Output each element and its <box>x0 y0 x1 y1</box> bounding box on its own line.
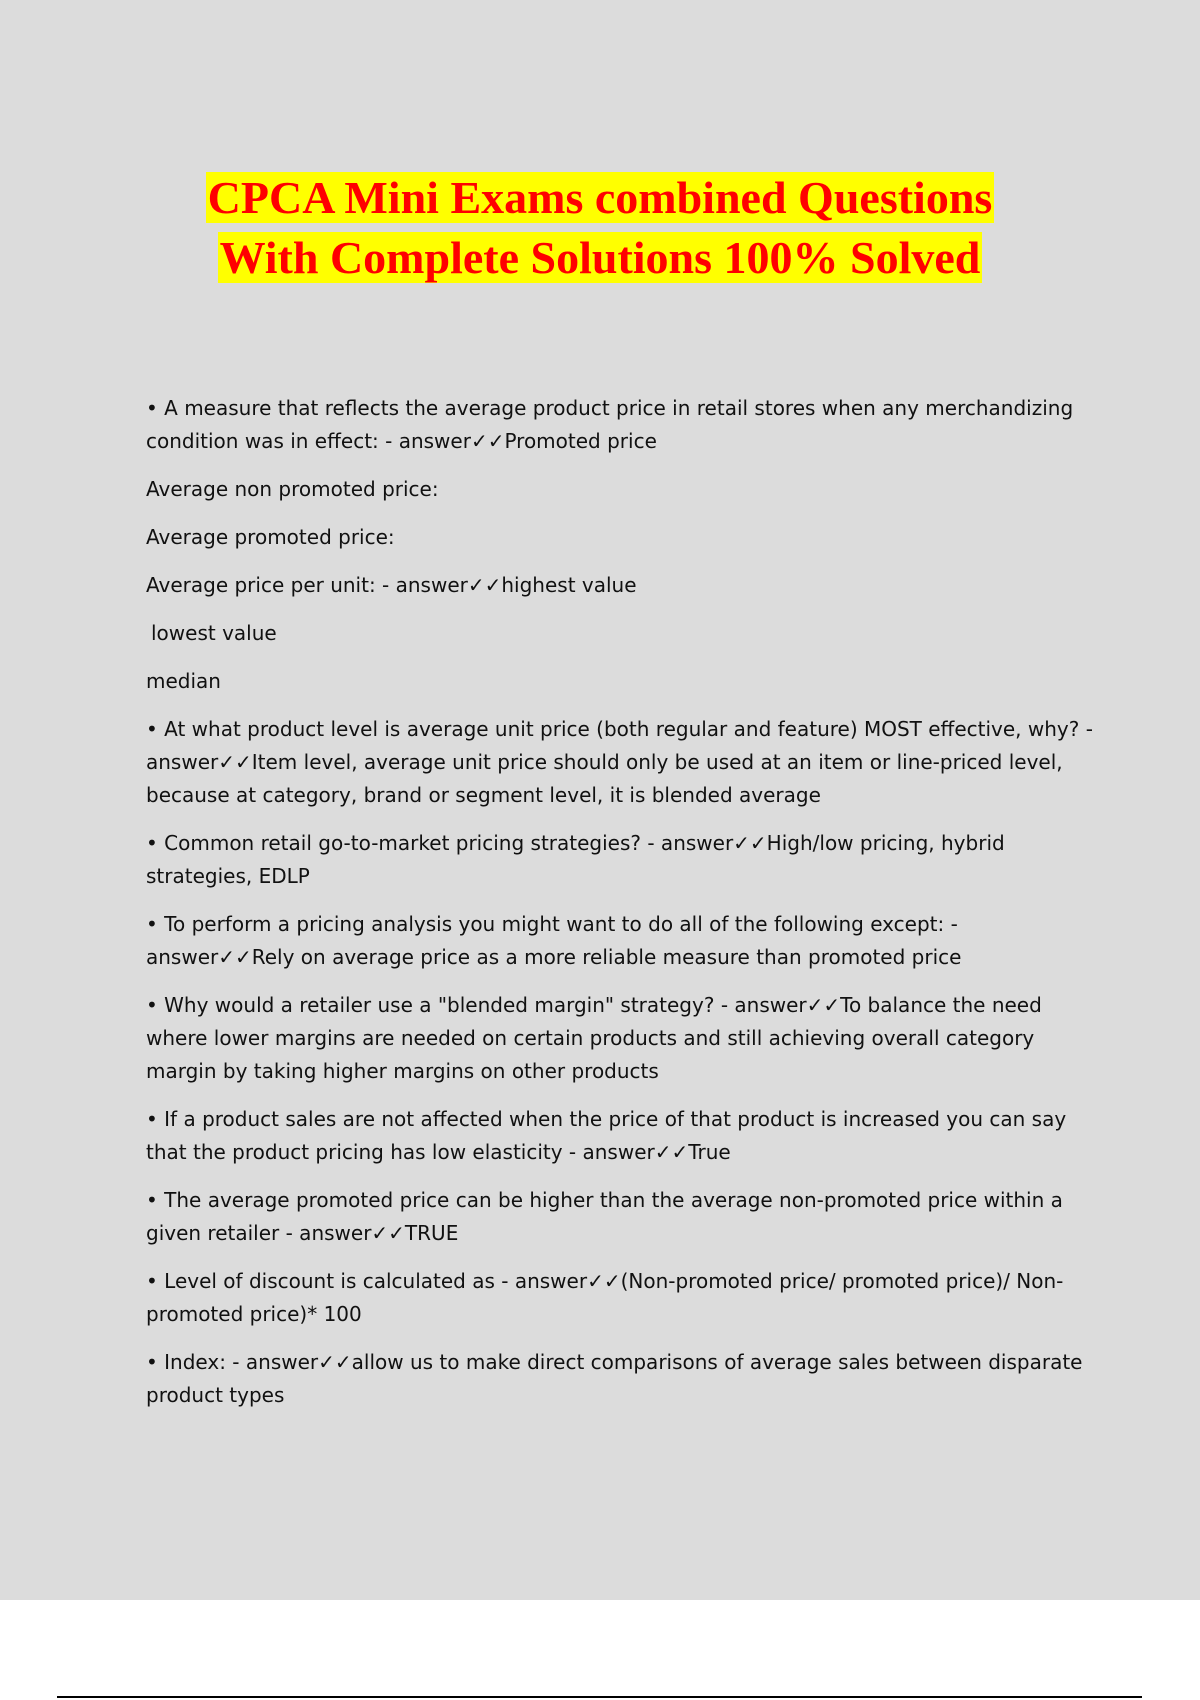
paragraph-13: • Level of discount is calculated as - answer✓✓(Non-promoted price/ promoted price)/ Non-promoted price)* 100 <box>146 1269 1064 1326</box>
paragraph-8: • Common retail go-to-market pricing strategies? - answer✓✓High/low pricing, hybrid strategies, EDLP <box>146 831 1005 888</box>
paragraph-2: Average non promoted price: <box>146 477 439 501</box>
paragraph-5: lowest value <box>151 621 277 645</box>
paragraph-9: • To perform a pricing analysis you might want to do all of the following except: - answer✓✓Rely on average price as a more reliable measure than promoted price <box>146 912 962 969</box>
paragraph-6: median <box>146 669 221 693</box>
title-line-2: With Complete Solutions 100% Solved <box>219 232 981 283</box>
page-divider <box>57 1696 1142 1698</box>
title-line-1: CPCA Mini Exams combined Questions <box>207 172 993 223</box>
paragraph-7: • At what product level is average unit price (both regular and feature) MOST effective, why? - answer✓✓Item level, average unit price should only be used at an item or line-priced level, because at category, brand or segment level, it is blended average <box>146 717 1093 807</box>
paragraph-3: Average promoted price: <box>146 525 395 549</box>
paragraph-11: • If a product sales are not affected when the price of that product is increased you can say that the product pricing has low elasticity - answer✓✓True <box>146 1107 1067 1164</box>
document-body <box>146 392 1096 1427</box>
paragraph-4: Average price per unit: - answer✓✓highest value <box>146 573 637 597</box>
paragraph-1: • A measure that reflects the average product price in retail stores when any merchandizing condition was in effect: - answer✓✓Promoted price <box>146 396 1074 453</box>
paragraph-10: • Why would a retailer use a "blended margin" strategy? - answer✓✓To balance the need where lower margins are needed on certain products and still achieving overall category margin by taking higher margins on other products <box>146 993 1042 1083</box>
paragraph-14: • Index: - answer✓✓allow us to make direct comparisons of average sales between disparate product types <box>146 1350 1083 1407</box>
paragraph-12: • The average promoted price can be higher than the average non-promoted price within a given retailer - answer✓✓TRUE <box>146 1188 1063 1245</box>
document-title <box>0 168 1200 288</box>
